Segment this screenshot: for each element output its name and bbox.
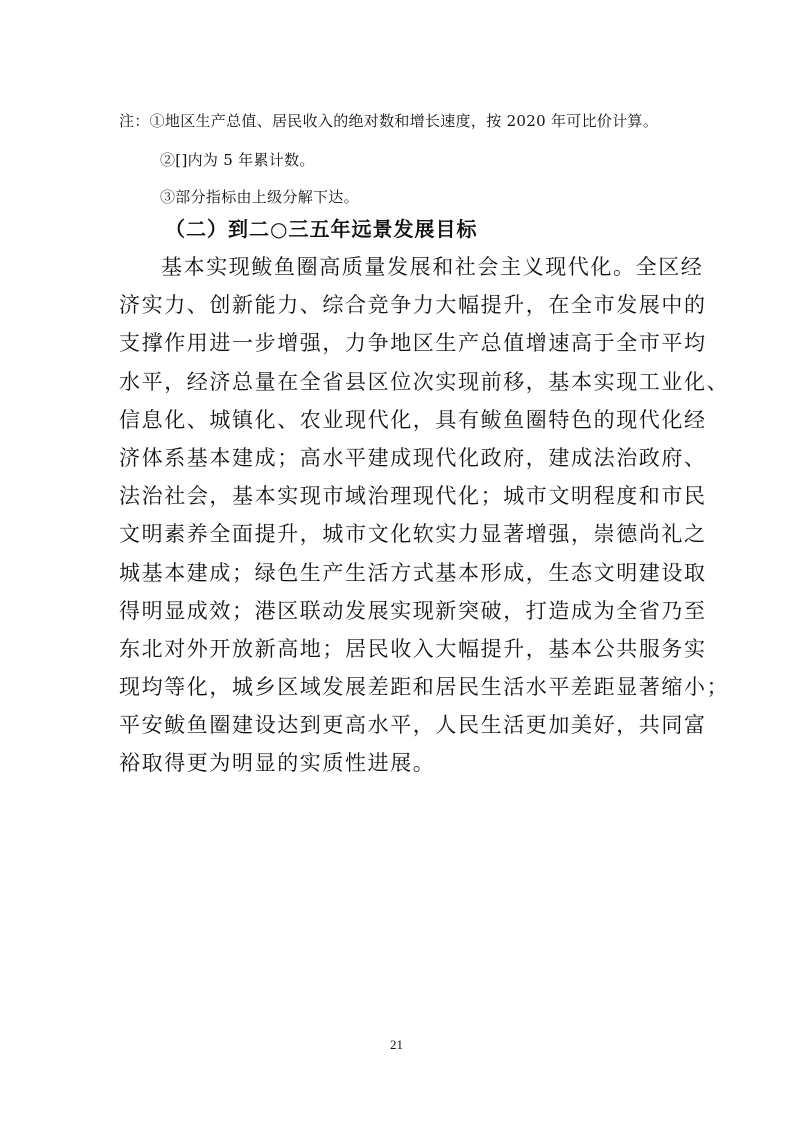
body-line: 法治社会，基本实现市域治理现代化；城市文明程度和市民 bbox=[119, 484, 707, 509]
section-heading: （二）到二○三五年远景发展目标 bbox=[165, 217, 478, 241]
body-line: 东北对外开放新高地；居民收入大幅提升，基本公共服务实 bbox=[119, 636, 707, 661]
body-line: 济实力、创新能力、综合竞争力大幅提升，在全市发展中的 bbox=[119, 293, 707, 318]
section-body bbox=[119, 248, 730, 783]
body-line: 平安鲅鱼圈建设达到更高水平，人民生活更加美好，共同富 bbox=[119, 713, 707, 738]
footnote-1: 注：①地区生产总值、居民收入的绝对数和增长速度，按 2020 年可比价计算。 bbox=[119, 112, 659, 130]
body-line: 现均等化，城乡区域发展差距和居民生活水平差距显著缩小； bbox=[119, 675, 730, 700]
body-line: 得明显成效；港区联动发展实现新突破，打造成为全省乃至 bbox=[119, 598, 707, 623]
body-line: 信息化、城镇化、农业现代化，具有鲅鱼圈特色的现代化经 bbox=[119, 407, 707, 432]
footnote-2: ②[]内为 5 年累计数。 bbox=[160, 151, 315, 169]
body-line: 基本实现鲅鱼圈高质量发展和社会主义现代化。全区经 bbox=[161, 255, 704, 279]
body-line: 济体系基本建成；高水平建成现代化政府，建成法治政府、 bbox=[119, 445, 707, 470]
body-line: 水平，经济总量在全省县区位次实现前移，基本实现工业化、 bbox=[119, 369, 730, 394]
page-number: 21 bbox=[390, 1037, 403, 1052]
footnote-3: ③部分指标由上级分解下达。 bbox=[160, 188, 359, 206]
body-line: 文明素养全面提升，城市文化软实力显著增强，崇德尚礼之 bbox=[119, 522, 707, 547]
body-line: 支撑作用进一步增强，力争地区生产总值增速高于全市平均 bbox=[119, 331, 707, 356]
body-line: 城基本建成；绿色生产生活方式基本形成，生态文明建设取 bbox=[119, 560, 707, 585]
body-line: 裕取得更为明显的实质性进展。 bbox=[119, 751, 436, 776]
